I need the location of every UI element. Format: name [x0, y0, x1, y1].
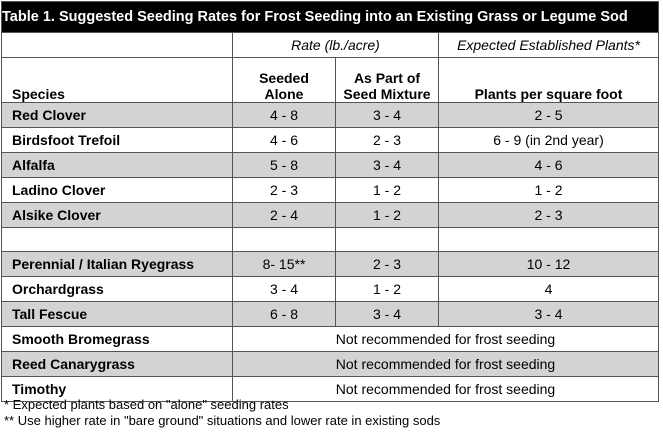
- mixture-cell: 1 - 2: [336, 203, 439, 228]
- table-row: [2, 128, 659, 153]
- mixture-column-header: [336, 58, 439, 103]
- mixture-cell: 3 - 4: [336, 302, 439, 327]
- plants-cell: 6 - 9 (in 2nd year): [439, 128, 659, 153]
- plants-cell: 3 - 4: [439, 302, 659, 327]
- alone-cell: 5 - 8: [233, 153, 336, 178]
- species-cell: Alsike Clover: [2, 203, 233, 228]
- seeded-alone-line2: Alone: [264, 86, 304, 102]
- species-cell: Orchardgrass: [2, 277, 233, 302]
- plants-cell: 4 - 6: [439, 153, 659, 178]
- title-row: [2, 2, 659, 33]
- footnote-higher-rate: ** Use higher rate in "bare ground" situations and lower rate in existing sods: [4, 413, 441, 428]
- mixture-line1: As Part of: [353, 70, 421, 86]
- expected-group-header: Expected Established Plants*: [439, 33, 659, 58]
- species-cell: Birdsfoot Trefoil: [2, 128, 233, 153]
- table-row: [2, 252, 659, 277]
- plants-cell: 4: [439, 277, 659, 302]
- seeding-rates-table: [1, 1, 659, 402]
- table-row: [2, 327, 659, 352]
- species-cell: Timothy: [2, 377, 233, 402]
- note-cell: Not recommended for frost seeding: [233, 377, 659, 402]
- alone-cell: 2 - 3: [233, 178, 336, 203]
- table-row: [2, 352, 659, 377]
- table-row: [2, 203, 659, 228]
- species-cell: Alfalfa: [2, 153, 233, 178]
- species-cell: Reed Canarygrass: [2, 352, 233, 377]
- mixture-cell: 3 - 4: [336, 103, 439, 128]
- mixture-cell: 2 - 3: [336, 252, 439, 277]
- plants-cell: 2 - 3: [439, 203, 659, 228]
- species-cell: Smooth Bromegrass: [2, 327, 233, 352]
- spacer-cell: [439, 228, 659, 252]
- table-title: Table 1. Suggested Seeding Rates for Frost Seeding into an Existing Grass or Legume Sod: [2, 2, 659, 33]
- plants-cell: 1 - 2: [439, 178, 659, 203]
- alone-cell: 4 - 6: [233, 128, 336, 153]
- spacer-cell: [233, 228, 336, 252]
- plants-cell: 2 - 5: [439, 103, 659, 128]
- column-header-row: [2, 58, 659, 103]
- mixture-cell: 1 - 2: [336, 277, 439, 302]
- seeded-alone-line1: Seeded: [259, 70, 309, 86]
- group-header-row: [2, 33, 659, 58]
- mixture-cell: 1 - 2: [336, 178, 439, 203]
- spacer-row: [2, 228, 659, 252]
- note-cell: Not recommended for frost seeding: [233, 352, 659, 377]
- rate-group-header: Rate (lb./acre): [233, 33, 439, 58]
- plants-cell: 10 - 12: [439, 252, 659, 277]
- plants-column-header: Plants per square foot: [439, 58, 659, 103]
- species-cell: Perennial / Italian Ryegrass: [2, 252, 233, 277]
- alone-cell: 2 - 4: [233, 203, 336, 228]
- alone-cell: 4 - 8: [233, 103, 336, 128]
- mixture-line2: Seed Mixture: [343, 86, 431, 102]
- table-row: [2, 277, 659, 302]
- alone-cell: 6 - 8: [233, 302, 336, 327]
- footnote-expected-plants: * Expected plants based on "alone" seeding rates: [4, 397, 289, 412]
- spacer-cell: [336, 228, 439, 252]
- alone-cell: 3 - 4: [233, 277, 336, 302]
- spacer-cell: [2, 228, 233, 252]
- table-row: [2, 103, 659, 128]
- mixture-cell: 3 - 4: [336, 153, 439, 178]
- note-cell: Not recommended for frost seeding: [233, 327, 659, 352]
- alone-cell: 8- 15**: [233, 252, 336, 277]
- table-row: [2, 153, 659, 178]
- blank-header-cell: [2, 33, 233, 58]
- table-row: [2, 178, 659, 203]
- species-cell: Red Clover: [2, 103, 233, 128]
- species-cell: Tall Fescue: [2, 302, 233, 327]
- species-column-header: Species: [2, 58, 233, 103]
- seeded-alone-column-header: [233, 58, 336, 103]
- table-row: [2, 302, 659, 327]
- species-cell: Ladino Clover: [2, 178, 233, 203]
- mixture-cell: 2 - 3: [336, 128, 439, 153]
